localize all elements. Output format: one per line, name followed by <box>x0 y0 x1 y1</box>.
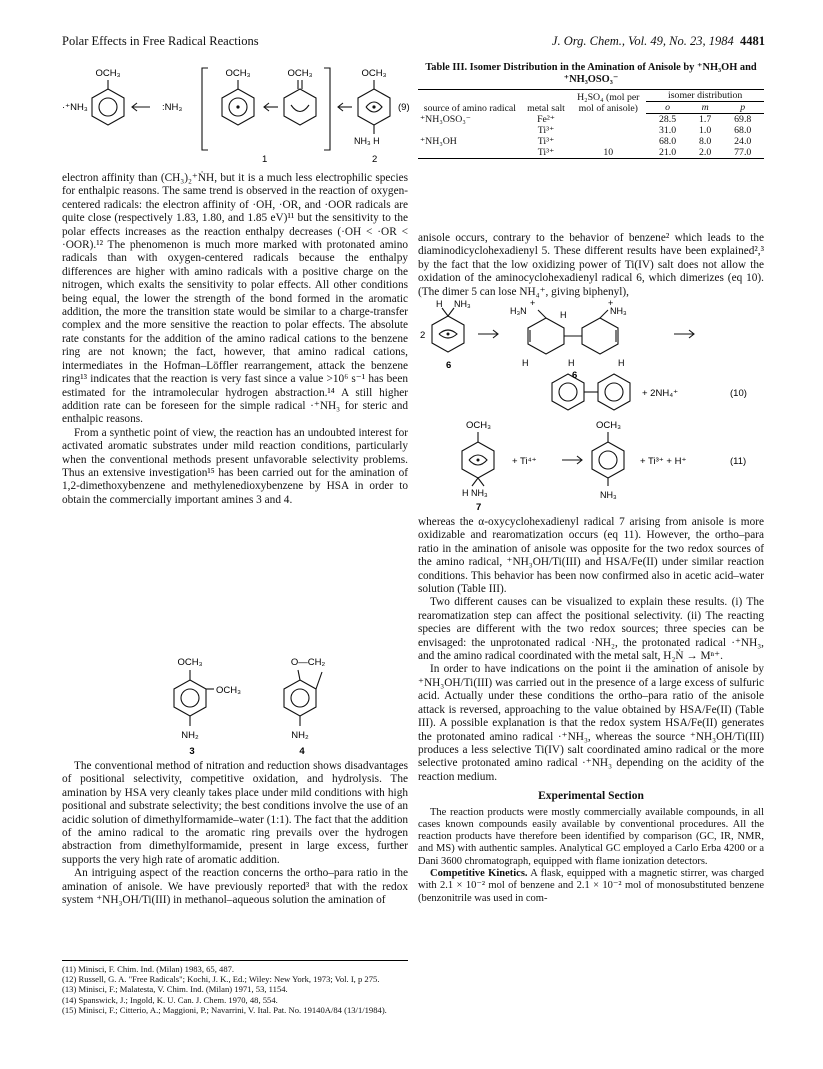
paragraph: Two different causes can be visualized to explain these results. (i) The rearomatization step can affect the positional selectivity. (ii) The reacting species are different with the two redox sources; three species can be envisaged: the unprotonated radical ·NH₂, the protonated radical ·⁺NH₃, and the amino radical coordinated with the metal salt, H₂Ṅ → Mⁿ⁺. <box>418 596 764 663</box>
ammonium-product: + 2NH₄⁺ <box>642 388 679 399</box>
nh3-label: NH₃ <box>454 299 471 309</box>
plus-charge: + <box>530 298 536 308</box>
och3-label: OCH₃ <box>596 420 621 431</box>
och3-label: OCH₃ <box>95 68 121 79</box>
h-label: H <box>436 299 443 309</box>
paragraph: The conventional method of nitration and reduction shows disadvantages of positional selectivity, competitive oxidation, and hydrolysis. The amination by HSA very cleanly takes place under mild conditions with high positional and substrate selectivity; the best conditions involve the use of an acidic solution of dimethylformamide–water (1:1). The fact that the addition of the amino radical to the aromatic ring prevails over the hydrogen abstraction from dimethylformamide, present in large excess, further supports the very high rate of aromatic addition. <box>62 760 408 866</box>
compound-label-7: 7 <box>476 502 482 513</box>
h-label: H <box>568 358 575 368</box>
och3-label: OCH₃ <box>225 68 251 79</box>
cell-para: 69.8 <box>734 114 752 125</box>
cell-h2so4 <box>570 136 646 147</box>
och3-label: OCH₃ <box>216 685 241 696</box>
stoichiometric-coefficient: 2 <box>420 330 426 341</box>
column-header-source: source of amino radical <box>418 90 522 114</box>
cell-metal: Ti³⁺ <box>522 147 570 159</box>
benzene-ring-resonance-b <box>284 89 316 125</box>
running-header-title: Polar Effects in Free Radical Reactions <box>62 34 259 48</box>
ammonia-label: :NH₃ <box>162 102 183 113</box>
plus-charge: + <box>608 298 614 308</box>
scheme-10-11-diagram <box>418 300 764 512</box>
paragraph-competitive-kinetics <box>418 868 764 905</box>
paragraph: In order to have indications on the point ii the amination of anisole by ⁺NH₃OH/Ti(III) was carried out in the presence of a large excess of sulfuric acid. Actually under these conditions the ortho–para ratio of the anisole attack is reversed, approaching to the value obtained by HSA/Fe(II) (Table III). A possible explanation is that the redox system HSA/Fe(II) generates the protonated amino radical ·⁺NH₃, whereas the source ⁺NH₃OH/Ti(III) produces a less selective Ti(IV) salt coordinated amino radical or the more selective protonated amino radical ·⁺NH₃ depending on the acidity of the reaction medium. <box>418 663 764 783</box>
column-header-meta: m <box>689 102 722 114</box>
column-header-metal: metal salt <box>522 90 570 114</box>
cell-ortho: 28.5 <box>659 114 677 125</box>
paragraph: electron affinity than (CH₃)₂⁺ṄH, but it is a much less electrophilic species for enthalpic reasons. The same trend is observed in the reaction of oxygen-centered radicals: the electron affinity of ·OH, ·OR, and ·OOR radicals are quite close (respectively 1.83, 1.80, and 1.85 eV)¹¹ but the sensitivity to the polar effects increases as the reaction enthalpy decreases (·OH < ·OR < ·OOR).¹² The phenomenon is much more marked with protonated amino radicals than with oxygen-centered radicals because the enthalpy differences are higher with amino radicals with a positive charge on the nitrogen, which exalts the sensitivity to polar effects. All other conditions being equal, the lower the strength of the bond formed in the aromatic addition, the more the transition state would be similar to a charge-transfer complex and the more sensitive the reaction to polar effects. The absolute rate constants for the addition of the amino radical cations to the benzene ring are not known; the fact, however, that amino radical cations, intermediates in the Hofman–Löffler rearrangement, attack the benzene ring¹³ indicates that the reaction is very fast since a value >10⁶ s⁻¹ has been estimated for the intramolecular hydrogen abstraction.¹⁴ A still higher addition rate can be foreseen for the simple radical ·⁺NH₃ for steric and enthalpic reasons. <box>62 172 408 426</box>
cell-h2so4: 10 <box>570 147 646 159</box>
h-label: H <box>560 310 567 320</box>
cell-meta: 1.7 <box>699 114 712 125</box>
column-header-para: p <box>721 102 764 114</box>
footnote: (13) Minisci, F.; Malatesta, V. Chim. Ind. (Milan) 1971, 53, 1154. <box>62 984 288 995</box>
nh2-label: NH₂ <box>181 730 199 741</box>
footnote: (11) Minisci, F. Chim. Ind. (Milan) 1983, 65, 487. <box>62 964 235 974</box>
cell-metal: Ti³⁺ <box>537 125 555 136</box>
compound-label-6: 6 <box>446 360 452 371</box>
cell-metal: Ti³⁺ <box>537 136 555 147</box>
cell-source: ⁺NH₃OH <box>420 136 457 147</box>
h-nh3-label: H NH₃ <box>462 488 488 498</box>
cell-source: ⁺NH₃OSO₃⁻ <box>420 113 471 125</box>
table-row <box>418 147 764 159</box>
compound-label-1: 1 <box>262 154 268 165</box>
benzene-ring-compound-4 <box>284 680 316 716</box>
equation-number-11: (11) <box>730 456 747 467</box>
nh3-h-label: NH₃ H <box>354 136 380 146</box>
footnotes <box>62 960 408 1015</box>
benzene-ring-compound-3 <box>174 680 206 716</box>
equation-number-10: (10) <box>730 388 747 399</box>
table-3-block <box>418 62 764 159</box>
footnote: (14) Spanswick, J.; Ingold, K. U. Can. J. Chem. 1970, 48, 554. <box>62 994 278 1005</box>
footnote: (12) Russell, G. A. "Free Radicals"; Kochi, J. K., Ed.; Wiley: New York, 1973; Vol. I, p 275. <box>62 974 380 985</box>
structures-3-4-diagram <box>150 652 350 758</box>
left-column-continued <box>62 760 408 907</box>
journal-citation: J. Org. Chem., Vol. 49, No. 23, 1984 <box>551 34 734 48</box>
cell-meta: 8.0 <box>699 136 712 147</box>
table-row <box>418 136 764 147</box>
paragraph: An intriguing aspect of the reaction concerns the ortho–para ratio in the amination of anisole. We have previously reported³ that with the redox system ⁺NH₃OH/Ti(III) in methanol–aqueous solution the amination of <box>62 867 408 907</box>
benzene-ring-left <box>92 89 124 125</box>
column-header-h2so4: H₂SO₄ (mol per mol of anisole) <box>570 90 646 114</box>
och3-label: OCH₃ <box>361 68 387 79</box>
right-column-upper <box>418 232 764 299</box>
cell-para: 24.0 <box>734 136 752 147</box>
amino-radical-label: ·⁺NH₃ <box>62 102 88 113</box>
h-label: H <box>618 358 625 368</box>
paragraph: anisole occurs, contrary to the behavior of benzene² which leads to the diaminodicyclohexadienyl 5. These different results have been explained²,³ by the fact that the low oxidizing power of Ti(IV) salt does not allow the oxidation of the aminocyclohexadienyl radical 6, which dimerizes (eq 10). (The dimer 5 can lose NH₄⁺, giving biphenyl), <box>418 232 764 298</box>
h3n-label: H₃N <box>510 306 527 316</box>
cell-ortho: 68.0 <box>659 136 677 147</box>
cell-para: 77.0 <box>721 147 764 159</box>
footnote: (15) Minisci, F.; Citterio, A.; Maggioni, P.; Navarrini, V. Ital. Pat. No. 19140A/84 (13/1/1984). <box>62 1004 387 1015</box>
cell-ortho: 31.0 <box>659 125 677 136</box>
column-header-isomer: isomer distribution <box>646 90 764 102</box>
equation-number-9: (9) <box>398 102 410 113</box>
biphenyl-ring-right <box>598 374 630 410</box>
cell-source <box>418 125 522 136</box>
titanium4-reagent: + Ti⁴⁺ <box>512 456 537 467</box>
paragraph-text: A flask, equipped with a magnetic stirrer, was charged with 2.1 × 10⁻² mol of benzene and 2.1 × 10⁻² mol of monosubstituted benzene (benzonitrile was used in com- <box>418 868 764 904</box>
methylenedioxy-label: O—CH₂ <box>290 657 326 668</box>
cell-h2so4 <box>570 114 646 126</box>
compound-label-4: 4 <box>299 746 305 757</box>
cell-para: 68.0 <box>734 125 752 136</box>
cell-h2so4 <box>570 125 646 136</box>
running-header-journal <box>552 34 765 49</box>
titanium3-products: + Ti³⁺ + H⁺ <box>640 456 687 467</box>
left-column <box>62 172 408 507</box>
och3-label: OCH₃ <box>177 657 203 668</box>
cell-meta: 1.0 <box>699 125 712 136</box>
scheme-9-diagram <box>62 62 408 170</box>
biphenyl-ring-left <box>552 374 584 410</box>
cell-ortho: 21.0 <box>646 147 688 159</box>
dimer-ring-left <box>528 318 564 354</box>
dimer-ring-right <box>582 318 618 354</box>
compound-label-6: 6 <box>572 370 578 381</box>
och3-label: OCH₃ <box>466 420 491 431</box>
table-row <box>418 114 764 126</box>
section-heading-experimental: Experimental Section <box>538 790 644 803</box>
isomer-distribution-table <box>418 89 764 159</box>
cell-source <box>418 147 522 159</box>
paragraph: From a synthetic point of view, the reaction has an undoubted interest for activated aromatic substrates under mild reaction conditions, particularly when the conventional methods present unfavorable selectivity problems. Thus an extensive investigation¹⁵ has been carried out for the amination of 1,2-dimethoxybenzene and methylenedioxybenzene by HSA in order to obtain the commercially important amines 3 and 4. <box>62 426 408 506</box>
och3-label: OCH₃ <box>287 68 313 79</box>
paragraph: whereas the α-oxycyclohexadienyl radical 7 arising from anisole is more oxidizable and rearomatization occurs (eq 11). However, the ortho–para ratio in the amination of anisole was opposite for the two redox sources of the amino radical, ⁺NH₃OH/Ti(III) and HSA/Fe(II) under similar reaction conditions. This behavior has been now confirmed also in acetic acid–water solution (Table III). <box>418 516 764 596</box>
paragraph: The reaction products were mostly commercially available compounds, in all cases known compounds easily available by conventional procedures. All the reaction products have therefore been identified by comparison (GC, IR, NMR, and MS) with authentic samples. Analytical GC employed a Carlo Erba 4200 or a Dani 3600 chromatograph, equipped with flame ionization detectors. <box>418 806 764 867</box>
compound-label-3: 3 <box>189 746 195 757</box>
anisidine-ring <box>592 442 624 478</box>
right-column-lower <box>418 516 764 905</box>
page-number: 4481 <box>740 34 765 48</box>
h-label: H <box>522 358 529 368</box>
cell-metal: Fe²⁺ <box>537 113 555 125</box>
nh2-label: NH₂ <box>291 730 309 741</box>
table-row <box>418 125 764 136</box>
table-title: Table III. Isomer Distribution in the Amination of Anisole by ⁺NH₃OH and ⁺NH₃OSO₃⁻ <box>425 62 757 85</box>
nh3-label: NH₃ <box>600 490 617 500</box>
compound-label-2: 2 <box>372 154 378 165</box>
run-in-heading: Competitive Kinetics. <box>430 868 528 880</box>
column-header-ortho: o <box>646 102 688 114</box>
cell-meta: 2.0 <box>689 147 722 159</box>
nh3-label: NH₃ <box>610 306 627 316</box>
